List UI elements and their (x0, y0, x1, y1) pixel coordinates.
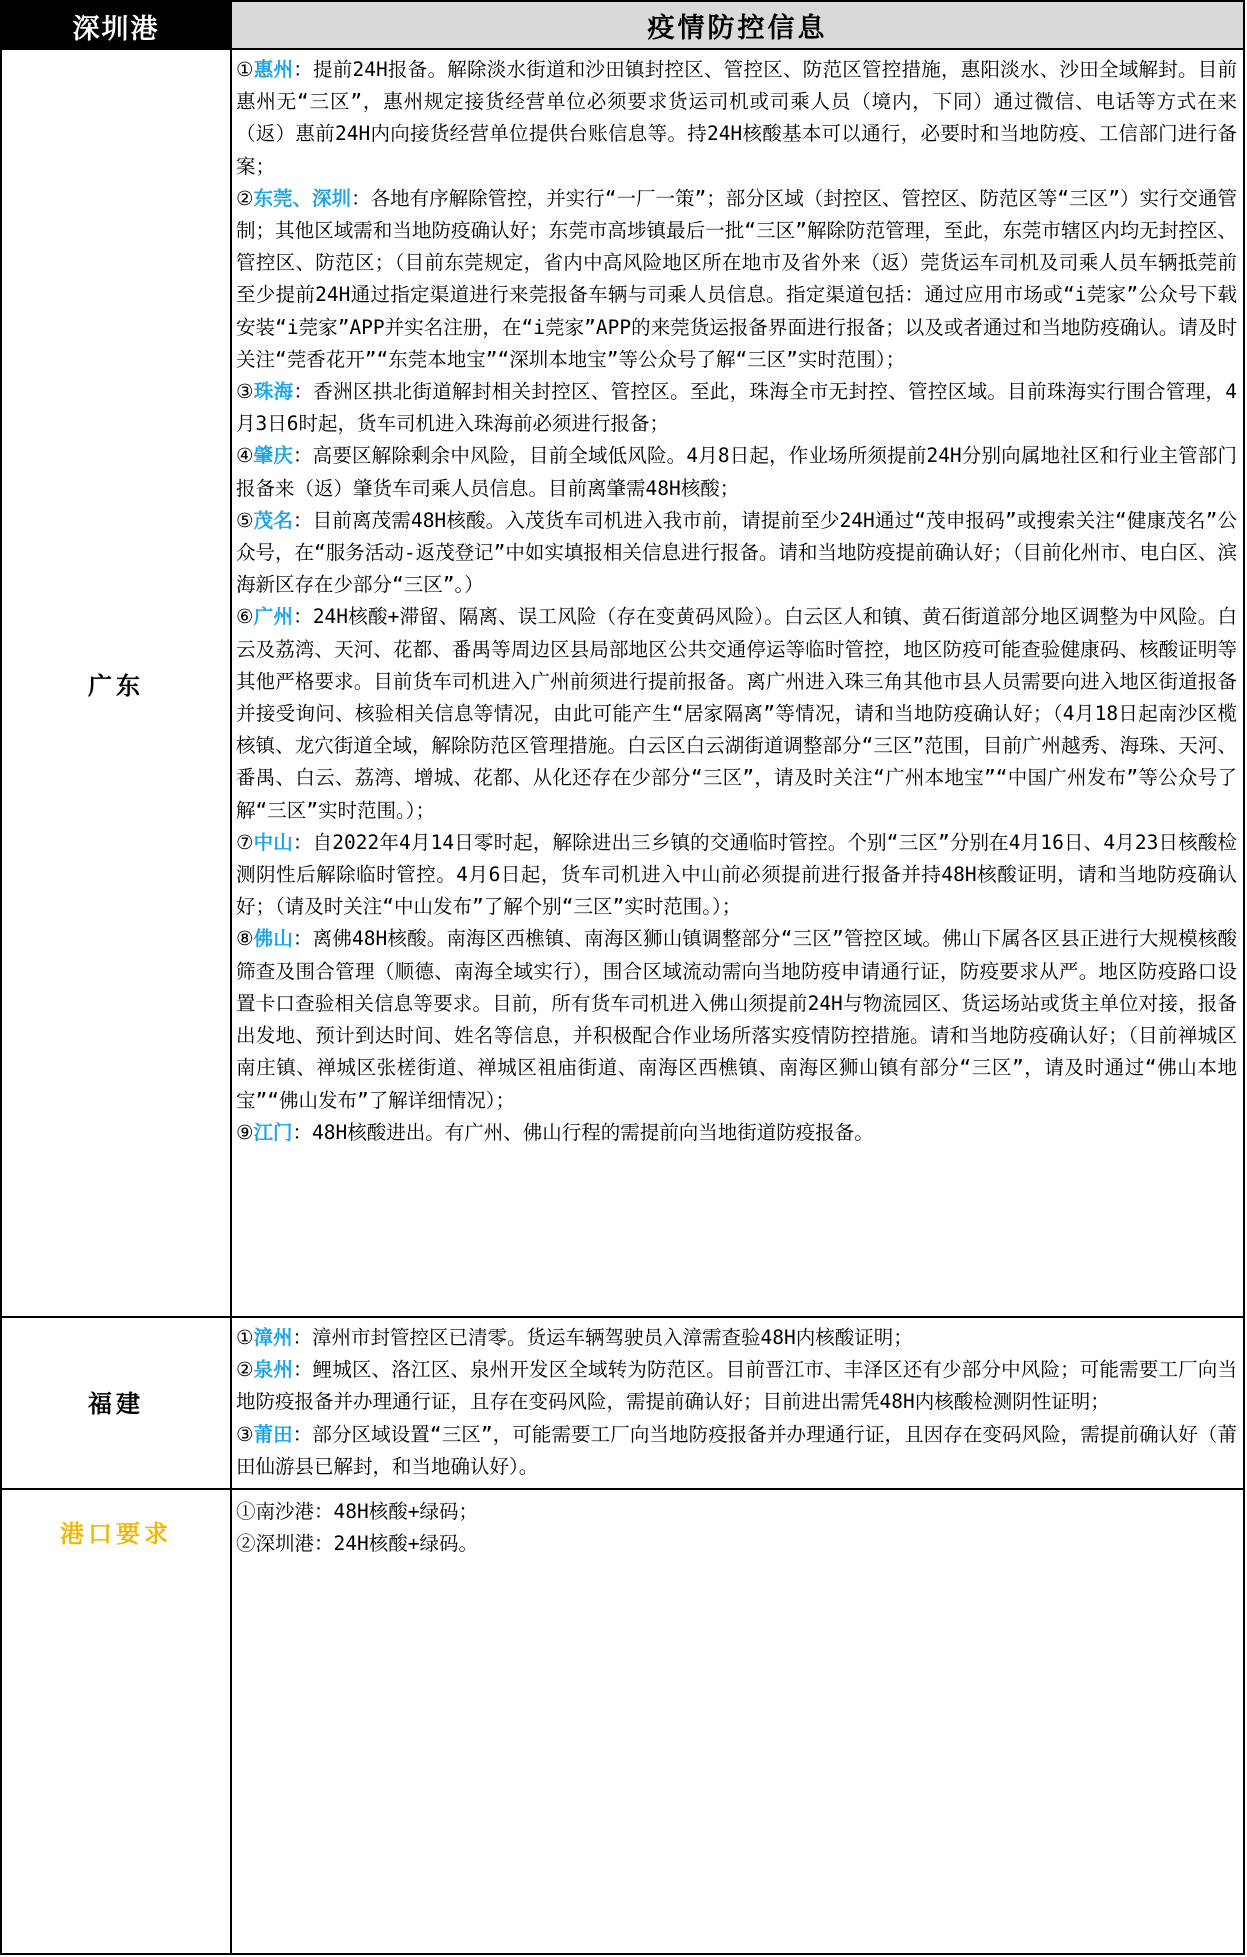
guangdong-content (236, 54, 1237, 1149)
list-item: ③莆田：部分区域设置“三区”，可能需要工厂向当地防疫报备并办理通行证，且因存在变码风险，需提前确认好（莆田仙游县已解封，和当地确认好）。 (236, 1422, 1237, 1478)
fujian-content (236, 1322, 1237, 1483)
region-label-fujian: 福建 (88, 1389, 144, 1418)
list-item: ⑧佛山：离佛48H核酸。南海区西樵镇、南海区狮山镇调整部分“三区”管控区域。佛山下属各区县正进行大规模核酸筛查及围合管理（顺德、南海全域实行），围合区域流动需向当地防疫申请通行证，防疫要求从严。地区防疫路口设置卡口查验相关信息等要求。目前，所有货车司机进入佛山须提前24H与物流园区、货运场站或货主单位对接，报备出发地、预计到达时间、姓名等信息，并积极配合作业场所落实疫情防控措施。请和当地防疫确认好；（目前禅城区南庄镇、禅城区张槎街道、禅城区祖庙街道、南海区西樵镇、南海区狮山镇有部分“三区”，请及时通过“佛山本地宝”“佛山发布”了解详细情况）； (236, 927, 1237, 1112)
list-item: ②泉州：鲤城区、洛江区、泉州开发区全域转为防范区。目前晋江市、丰泽区还有少部分中风险；可能需要工厂向当地防疫报备并办理通行证，且存在变码风险，需提前确认好；目前进出需凭48H内核酸检测阴性证明； (236, 1358, 1237, 1414)
list-item: ①漳州：漳州市封管控区已清零。货运车辆驾驶员入漳需查验48H内核酸证明； (236, 1326, 913, 1349)
list-item: ③珠海：香洲区拱北街道解封相关封控区、管控区。至此，珠海全市无封控、管控区域。目前珠海实行围合管理，4月3日6时起，货车司机进入珠海前必须进行报备； (236, 380, 1237, 436)
list-item: ⑥广州：24H核酸+滞留、隔离、误工风险（存在变黄码风险）。白云区人和镇、黄石街道部分地区调整为中风险。白云及荔湾、天河、花都、番禺等周边区县局部地区公共交通停运等临时管控，地区防疫可能查验健康码、核酸证明等其他严格要求。目前货车司机进入广州前须进行提前报备。离广州进入珠三角其他市县人员需要向进入地区街道报备并接受询问、核验相关信息等情况，由此可能产生“居家隔离”等情况，请和当地防疫确认好；（4月18日起南沙区榄核镇、龙穴街道全域，解除防范区管理措施。白云区白云湖街道调整部分“三区”范围，目前广州越秀、海珠、天河、番禺、白云、荔湾、增城、花都、从化还存在少部分“三区”，请及时关注“广州本地宝”“中国广州发布”等公众号了解“三区”实时范围。）； (236, 605, 1237, 822)
list-item: ④肇庆：高要区解除剩余中风险，目前全域低风险。4月8日起，作业场所须提前24H分别向属地社区和行业主管部门报备来（返）肇货车司乘人员信息。目前离肇需48H核酸； (236, 444, 1237, 500)
port-requirements-content (236, 1496, 1237, 1560)
list-item: ②东莞、深圳：各地有序解除管控，并实行“一厂一策”；部分区域（封控区、管控区、防范区等“三区”）实行交通管制；其他区域需和当地防疫确认好；东莞市高埗镇最后一批“三区”解除防范管理，至此，东莞市辖区内均无封控区、管控区、防范区；（目前东莞规定，省内中高风险地区所在地市及省外来（返）莞货运车司机及司乘人员车辆抵莞前至少提前24H通过指定渠道进行来莞报备车辆与司乘人员信息。指定渠道包括：通过应用市场或“i莞家”公众号下载安装“i莞家”APP并实名注册，在“i莞家”APP的来莞货运报备界面进行报备；以及或者通过和当地防疫确认。请及时关注“莞香花开”“东莞本地宝”“深圳本地宝”等公众号了解“三区”实时范围）； (236, 186, 1237, 371)
list-item: ⑨江门：48H核酸进出。有广州、佛山行程的需提前向当地街道防疫报备。 (236, 1120, 874, 1144)
list-item: ①南沙港：48H核酸+绿码； (236, 1500, 478, 1523)
list-item: ⑤茂名：目前离茂需48H核酸。入茂货车司机进入我市前，请提前至少24H通过“茂申报码”或搜索关注“健康茂名”公众号，在“服务活动-返茂登记”中如实填报相关信息进行报备。请和当地防疫提前确认好；（目前化州市、电白区、滨海新区存在少部分“三区”。） (236, 508, 1237, 597)
port-name-header: 深圳港 (2, 2, 230, 50)
list-item: ①惠州：提前24H报备。解除淡水街道和沙田镇封控区、管控区、防范区管控措施，惠阳淡水、沙田全域解封。目前惠州无“三区”，惠州规定接货经营单位必须要求货运司机或司乘人员（境内，下同）通过微信、电话等方式在来（返）惠前24H内向接货经营单位提供台账信息等。持24H核酸基本可以通行，必要时和当地防疫、工信部门进行备案； (236, 58, 1237, 178)
column-divider (230, 50, 232, 1953)
region-label-guangdong: 广东 (88, 671, 144, 700)
region-label-port-requirements: 港口要求 (60, 1519, 172, 1548)
table-title-header: 疫情防控信息 (230, 2, 1243, 50)
list-item: ②深圳港：24H核酸+绿码。 (236, 1532, 478, 1556)
list-item: ⑦中山：自2022年4月14日零时起，解除进出三乡镇的交通临时管控。个别“三区”分别在4月16日、4月23日核酸检测阴性后解除临时管控。4月6日起，货车司机进入中山前必须提前进行报备并持48H核酸证明，请和当地防疫确认好；（请及时关注“中山发布”了解个别“三区”实时范围。）； (236, 830, 1237, 919)
